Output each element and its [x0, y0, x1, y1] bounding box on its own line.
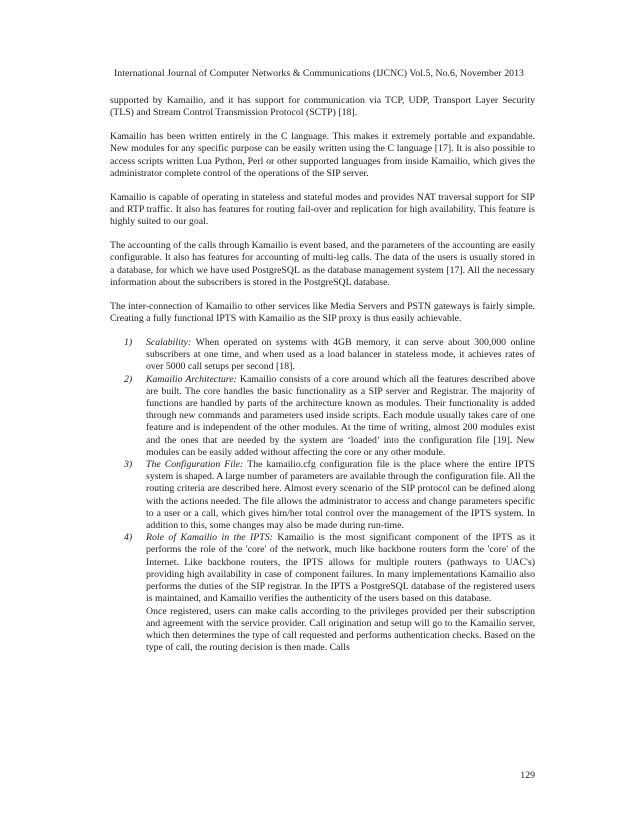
list-item	[110, 459, 535, 532]
paragraph: The inter-connection of Kamailio to other services like Media Servers and PSTN gateways is fairly simple. Creating a fully functional IPTS with Kamailio as the SIP proxy is thus easily achievable.	[110, 300, 535, 325]
list-number: 4)	[124, 532, 133, 544]
list-item-text: Kamailio is the most significant component of the IPTS as it performs the role of the 'core' of the network, much like backbone routers form the 'core' of the Internet. Like backbone routers, the IPTS allows for multiple routers (pathways to UAC's) providing high availability in case of component failures. In many implementations Kamailio also performs the duties of the SIP registrar. In the IPTS a PostgreSQL database of the registered users is maintained, and Kamailio verifies the authenticity of the users based on this database.	[146, 532, 535, 605]
list-number: 2)	[124, 373, 133, 385]
list-item-title: The Configuration File:	[146, 459, 248, 471]
list-item	[110, 337, 535, 374]
list-item-text: When operated on systems with 4GB memory, it can serve about 300,000 online subscribers at one time, and when used as a load balancer in stateless mode, it achieves rates of over 5000 call setups per second [18].	[146, 337, 535, 373]
paragraph: The accounting of the calls through Kamailio is event based, and the parameters of the accounting are easily configurable. It also has features for accounting of multi-leg calls. The data of the users is usually stored in a database, for which we have used PostgreSQL as the database management system [17]. All the necessary information about the subscribers is stored in the PostgreSQL database.	[110, 240, 535, 288]
list-item-continuation: Once registered, users can make calls according to the privileges provided per their subscription and agreement with the service provider. Call origination and setup will go to the Kamailio server, which then determines the type of call requested and performs authentication checks. Based on the type of call, the routing decision is then made. Calls	[146, 605, 535, 654]
running-header: International Journal of Computer Networks & Communications (IJCNC) Vol.5, No.6, November 2013	[113, 68, 525, 79]
list-item-title: Scalability:	[146, 337, 196, 349]
list-item	[110, 532, 535, 654]
page-number: 129	[520, 770, 535, 781]
list-item	[110, 374, 535, 459]
list-number: 1)	[124, 337, 133, 349]
paragraph: supported by Kamailio, and it has support for communication via TCP, UDP, Transport Layer Security (TLS) and Stream Control Transmission Protocol (SCTP) [18].	[110, 95, 535, 119]
body-text	[110, 95, 535, 654]
list-item-title: Kamailio Architecture:	[146, 373, 240, 385]
numbered-list	[110, 337, 535, 654]
paragraph: Kamailio has been written entirely in the C language. This makes it extremely portable and expandable. New modules for any specific purpose can be easily written using the C language [17]. It is also possible to access scripts written Lua Python, Perl or other supported languages from inside Kamailio, which gives the administrator complete control of the operations of the SIP server.	[110, 131, 535, 179]
paragraph: Kamailio is capable of operating in stateless and stateful modes and provides NAT traversal support for SIP and RTP traffic. It also has features for routing fail-over and replication for high availability. This feature is highly suited to our goal.	[110, 191, 535, 228]
list-item-text: Kamailio consists of a core around which all the features described above are built. The core handles the basic functionality as a SIP server and Registrar. The majority of functions are handled by parts of the architecture known as modules. Their functionality is added through new commands and parameters used inside scripts. Each module usually takes care of one feature and is independent of the other modules. At the time of writing, almost 200 modules exist and the ones that are needed by the system are ‘loaded’ into the configuration file [19]. New modules can be easily added without affecting the core or any other module.	[146, 373, 535, 458]
list-item-title: Role of Kamailio in the IPTS:	[146, 532, 278, 544]
list-item-text: The kamailio.cfg configuration file is the place where the entire IPTS system is shaped. A large number of parameters are available through the configuration file. All the routing criteria are described here. Almost every scenario of the SIP protocol can be defined along with the actions needed. The file allows the administrator to access and change parameters specific to a user or a call, which gives him/her total control over the management of the IPTS system. In addition to this, some changes may also be made during run-time.	[146, 459, 536, 532]
list-number: 3)	[124, 459, 133, 471]
